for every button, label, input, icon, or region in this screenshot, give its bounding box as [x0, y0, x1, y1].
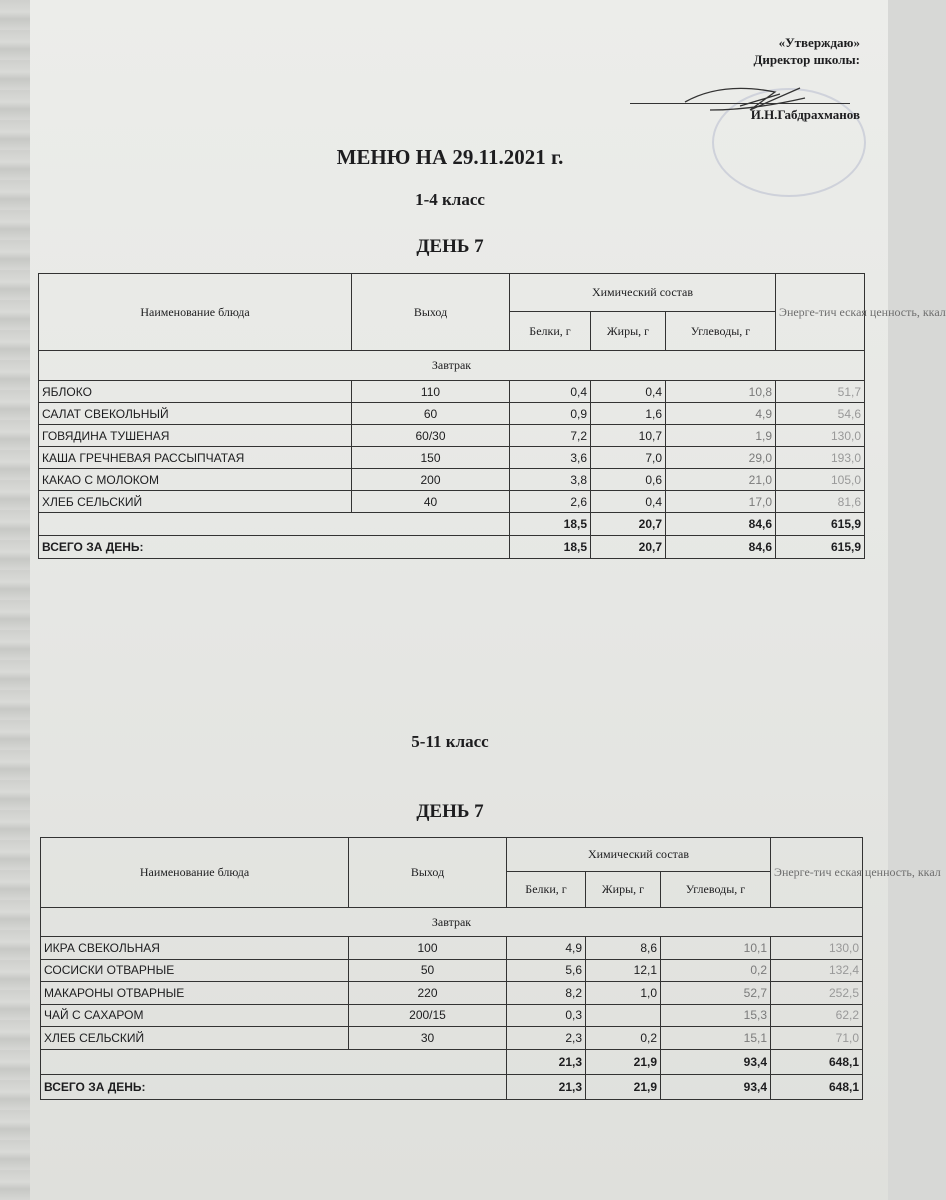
dish-carbs: 4,9: [666, 403, 776, 425]
dish-carbs: 1,9: [666, 425, 776, 447]
header-dish: Наименование блюда: [41, 838, 349, 908]
dish-kcal: 51,7: [776, 381, 865, 403]
dish-name: ИКРА СВЕКОЛЬНАЯ: [41, 937, 349, 960]
dish-fat: 0,2: [586, 1027, 661, 1050]
dish-output: 60/30: [352, 425, 510, 447]
approval-name: И.Н.Габдрахманов: [750, 107, 860, 122]
dish-fat: 7,0: [591, 447, 666, 469]
table-row: [39, 491, 865, 513]
total-fat: 20,7: [591, 536, 666, 559]
subtotal-kcal: 615,9: [776, 513, 865, 536]
dish-protein: 4,9: [507, 937, 586, 960]
dish-protein: 2,3: [507, 1027, 586, 1050]
dish-name: САЛАТ СВЕКОЛЬНЫЙ: [39, 403, 352, 425]
total-label: ВСЕГО ЗА ДЕНЬ:: [39, 536, 510, 559]
approval-heading: «Утверждаю»: [778, 35, 860, 50]
total-protein: 21,3: [507, 1074, 586, 1099]
header-output: Выход: [352, 274, 510, 351]
total-carbs: 84,6: [666, 536, 776, 559]
approval-block: [690, 34, 860, 122]
dish-output: 60: [352, 403, 510, 425]
dish-output: 100: [349, 937, 507, 960]
dish-carbs: 10,8: [666, 381, 776, 403]
dish-kcal: 54,6: [776, 403, 865, 425]
table-row: [41, 1004, 863, 1027]
scan-edge: [0, 0, 34, 1200]
dish-protein: 5,6: [507, 959, 586, 982]
header-energy: Энерге-тич еская ценность, ккал: [771, 838, 863, 908]
subtotal-carbs: 84,6: [666, 513, 776, 536]
total-fat: 21,9: [586, 1074, 661, 1099]
section-breakfast: Завтрак: [39, 351, 865, 381]
header-dish: Наименование блюда: [39, 274, 352, 351]
dish-fat: 1,6: [591, 403, 666, 425]
dish-carbs: 21,0: [666, 469, 776, 491]
dish-carbs: 17,0: [666, 491, 776, 513]
class-label-2: 5-11 класс: [411, 732, 489, 751]
page-title: МЕНЮ НА 29.11.2021 г.: [336, 145, 564, 169]
dish-protein: 0,4: [510, 381, 591, 403]
header-energy: Энерге-тич еская ценность, ккал: [776, 274, 865, 351]
total-label: ВСЕГО ЗА ДЕНЬ:: [41, 1074, 507, 1099]
subtotal-kcal: 648,1: [771, 1049, 863, 1074]
menu-table-5-11: [40, 837, 941, 1100]
table-row: [39, 381, 865, 403]
dish-name: ХЛЕБ СЕЛЬСКИЙ: [41, 1027, 349, 1050]
table-row: [39, 469, 865, 491]
dish-kcal: 252,5: [771, 982, 863, 1005]
dish-carbs: 15,1: [661, 1027, 771, 1050]
dish-fat: 10,7: [591, 425, 666, 447]
dish-fat: 0,6: [591, 469, 666, 491]
dish-name: КАКАО С МОЛОКОМ: [39, 469, 352, 491]
dish-protein: 0,9: [510, 403, 591, 425]
subtotal-fat: 21,9: [586, 1049, 661, 1074]
dish-output: 150: [352, 447, 510, 469]
dish-kcal: 130,0: [771, 937, 863, 960]
dish-fat: 8,6: [586, 937, 661, 960]
subtotal-fat: 20,7: [591, 513, 666, 536]
dish-protein: 8,2: [507, 982, 586, 1005]
table-row: [41, 959, 863, 982]
section-breakfast: Завтрак: [41, 908, 863, 937]
subtotal-row: [41, 1049, 863, 1074]
dish-name: СОСИСКИ ОТВАРНЫЕ: [41, 959, 349, 982]
dish-output: 50: [349, 959, 507, 982]
header-carbs: Углеводы, г: [661, 872, 771, 908]
subtotal-empty: [41, 1049, 507, 1074]
day-label-2: ДЕНЬ 7: [416, 801, 484, 822]
dish-name: МАКАРОНЫ ОТВАРНЫЕ: [41, 982, 349, 1005]
dish-kcal: 130,0: [776, 425, 865, 447]
approval-position: Директор школы:: [753, 52, 860, 67]
subtotal-row: [39, 513, 865, 536]
header-fat: Жиры, г: [586, 872, 661, 908]
dish-protein: 3,6: [510, 447, 591, 469]
dish-kcal: 105,0: [776, 469, 865, 491]
header-output: Выход: [349, 838, 507, 908]
table-row: [39, 425, 865, 447]
dish-output: 40: [352, 491, 510, 513]
class-label-1: 1-4 класс: [415, 190, 485, 209]
table-row: [39, 447, 865, 469]
dish-carbs: 29,0: [666, 447, 776, 469]
subtotal-protein: 18,5: [510, 513, 591, 536]
menu-table-1-4: [38, 273, 946, 559]
total-row: [41, 1074, 863, 1099]
table-row: [41, 982, 863, 1005]
header-fat: Жиры, г: [591, 312, 666, 351]
dish-fat: 12,1: [586, 959, 661, 982]
dish-name: ЯБЛОКО: [39, 381, 352, 403]
total-kcal: 615,9: [776, 536, 865, 559]
table-row: [39, 403, 865, 425]
dish-protein: 3,8: [510, 469, 591, 491]
dish-output: 200: [352, 469, 510, 491]
header-protein: Белки, г: [507, 872, 586, 908]
table-row: [41, 1027, 863, 1050]
dish-protein: 0,3: [507, 1004, 586, 1027]
dish-output: 30: [349, 1027, 507, 1050]
header-carbs: Углеводы, г: [666, 312, 776, 351]
dish-name: ЧАЙ С САХАРОМ: [41, 1004, 349, 1027]
signature: [680, 80, 810, 120]
dish-carbs: 10,1: [661, 937, 771, 960]
dish-carbs: 15,3: [661, 1004, 771, 1027]
day-label-1: ДЕНЬ 7: [416, 236, 484, 257]
dish-output: 220: [349, 982, 507, 1005]
total-kcal: 648,1: [771, 1074, 863, 1099]
total-protein: 18,5: [510, 536, 591, 559]
dish-name: ХЛЕБ СЕЛЬСКИЙ: [39, 491, 352, 513]
dish-name: КАША ГРЕЧНЕВАЯ РАССЫПЧАТАЯ: [39, 447, 352, 469]
dish-name: ГОВЯДИНА ТУШЕНАЯ: [39, 425, 352, 447]
subtotal-carbs: 93,4: [661, 1049, 771, 1074]
subtotal-protein: 21,3: [507, 1049, 586, 1074]
table-row: [41, 937, 863, 960]
header-chem: Химический состав: [510, 274, 776, 312]
dish-output: 110: [352, 381, 510, 403]
dish-carbs: 52,7: [661, 982, 771, 1005]
dish-carbs: 0,2: [661, 959, 771, 982]
dish-protein: 7,2: [510, 425, 591, 447]
dish-fat: 0,4: [591, 381, 666, 403]
dish-fat: [586, 1004, 661, 1027]
dish-kcal: 132,4: [771, 959, 863, 982]
subtotal-empty: [39, 513, 510, 536]
header-protein: Белки, г: [510, 312, 591, 351]
dish-protein: 2,6: [510, 491, 591, 513]
dish-fat: 0,4: [591, 491, 666, 513]
total-row: [39, 536, 865, 559]
dish-output: 200/15: [349, 1004, 507, 1027]
dish-fat: 1,0: [586, 982, 661, 1005]
dish-kcal: 81,6: [776, 491, 865, 513]
dish-kcal: 71,0: [771, 1027, 863, 1050]
total-carbs: 93,4: [661, 1074, 771, 1099]
header-chem: Химический состав: [507, 838, 771, 872]
dish-kcal: 62,2: [771, 1004, 863, 1027]
dish-kcal: 193,0: [776, 447, 865, 469]
